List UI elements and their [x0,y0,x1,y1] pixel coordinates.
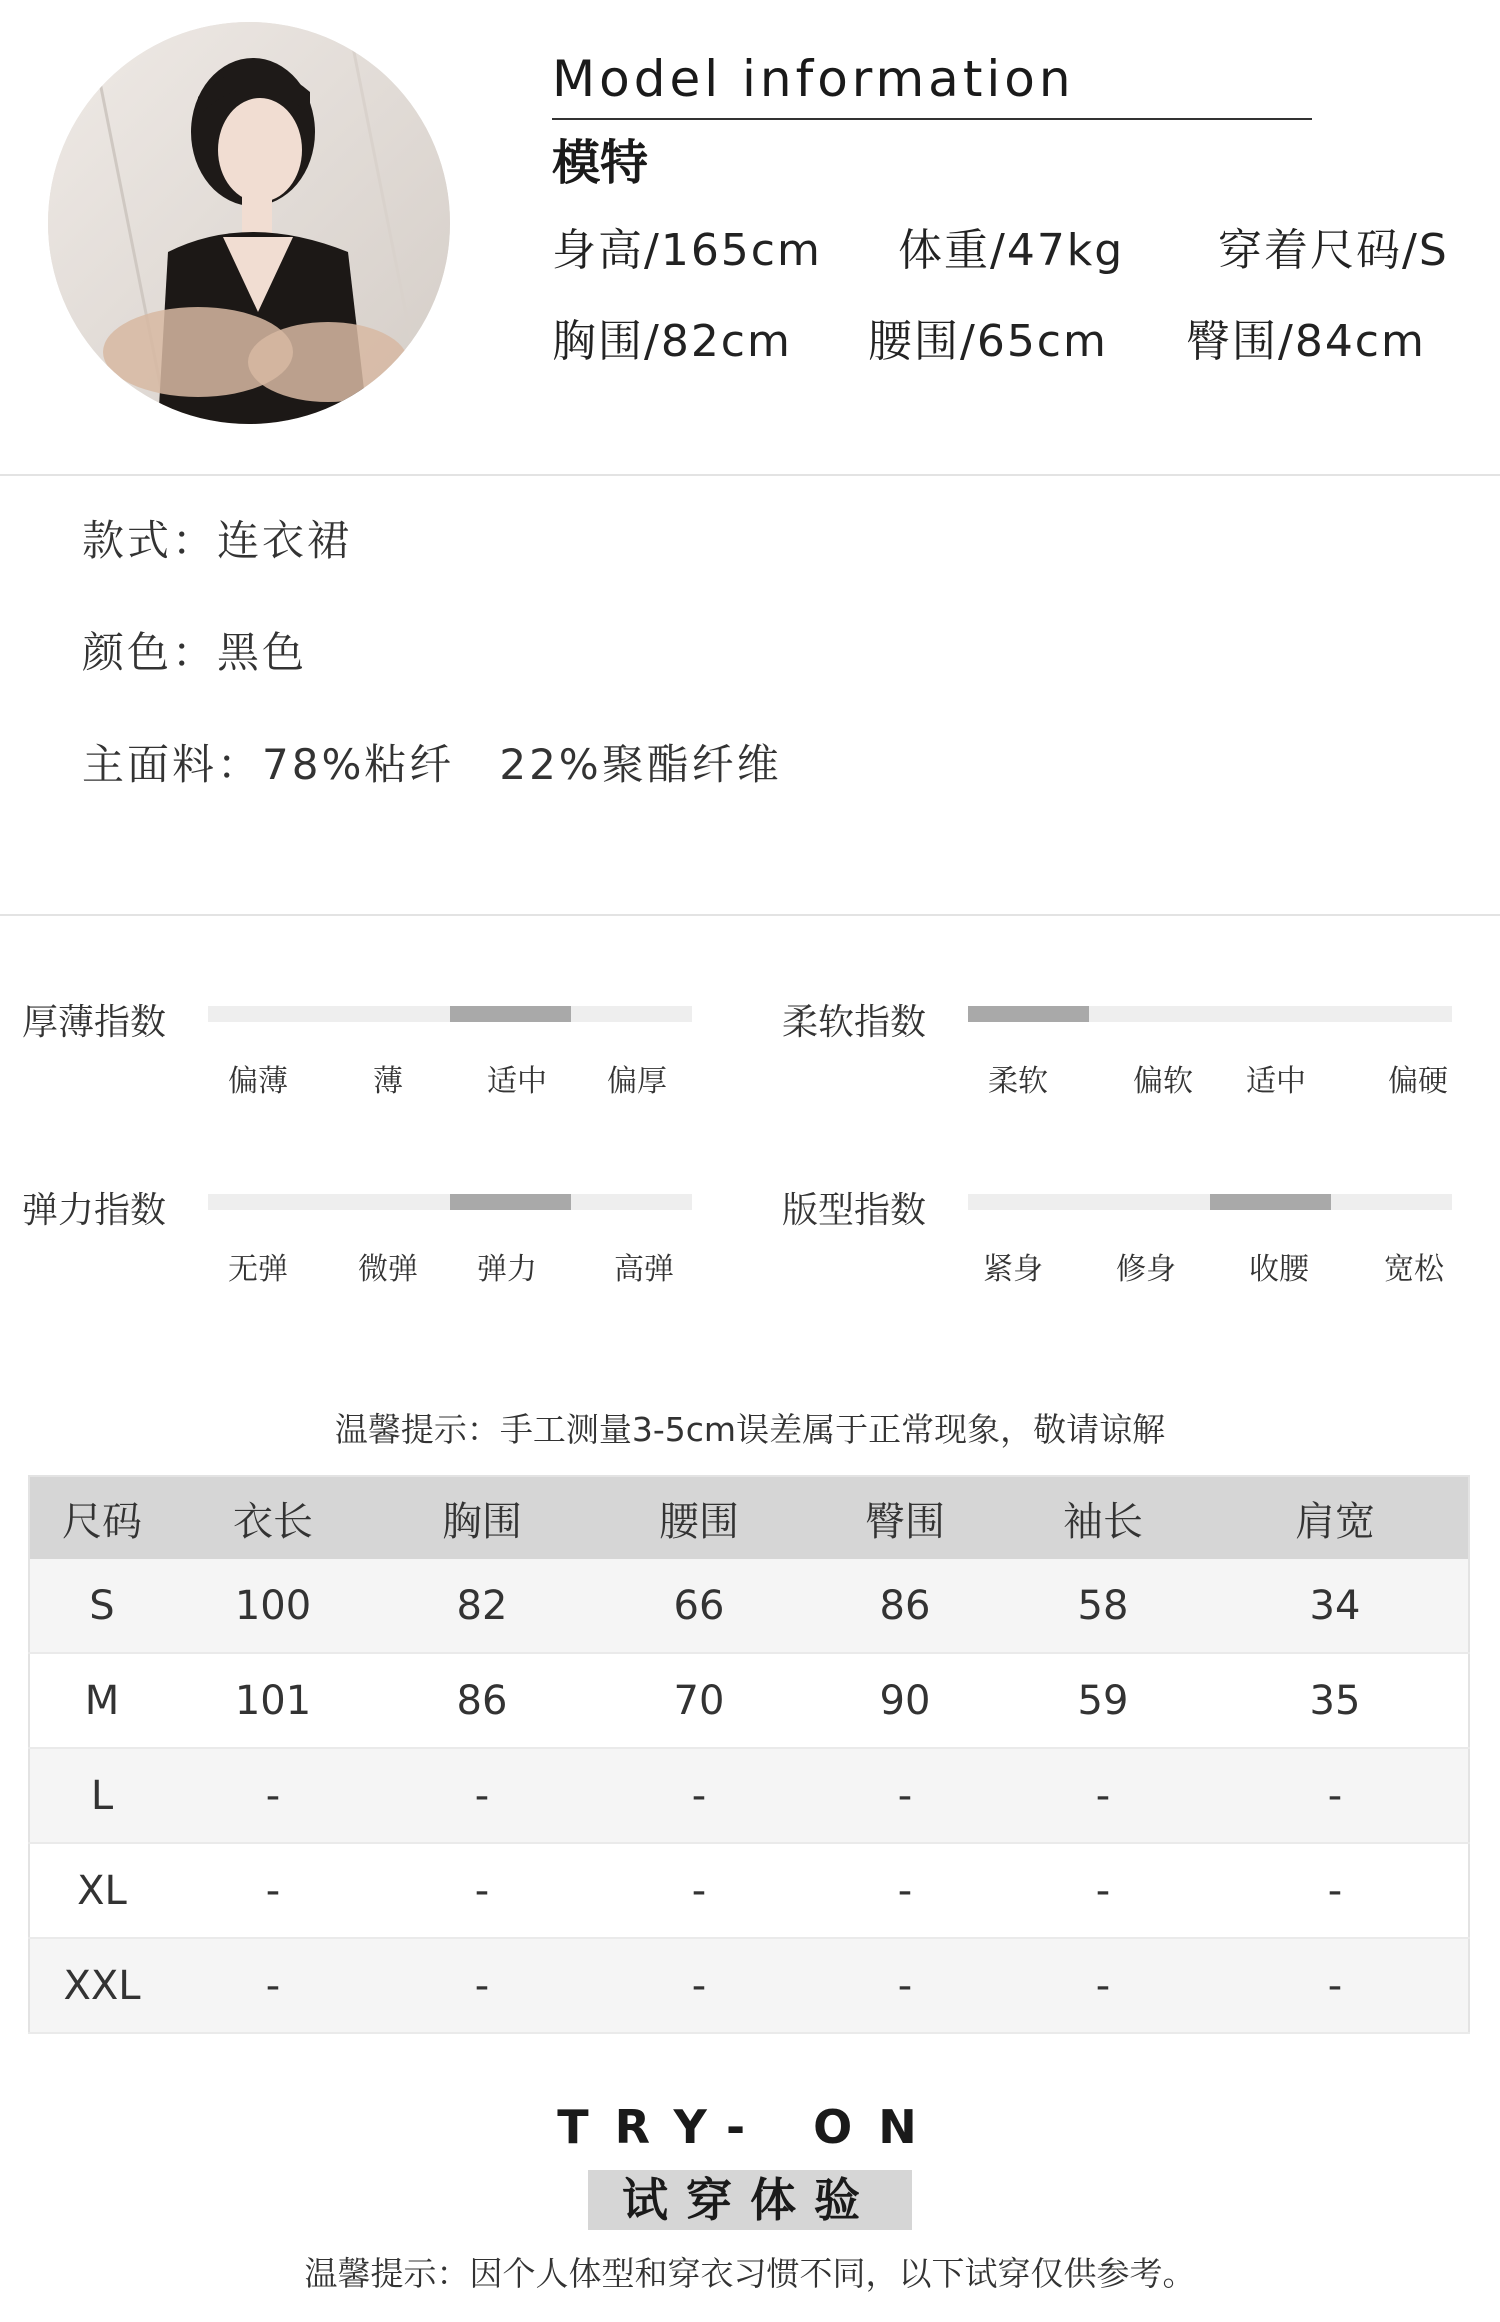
table-cell: - [1202,1938,1469,2033]
table-cell: 34 [1202,1559,1469,1653]
table-cell: - [592,1843,806,1938]
attr-fabric: 主面料：78%粘纤 22%聚酯纤维 [82,740,782,789]
table-cell: 58 [1004,1559,1202,1653]
model-info-title: Model information [552,50,1075,108]
table-row [29,1843,1469,1938]
table-cell: 86 [372,1653,592,1748]
table-row [29,1938,1469,2033]
table-cell: - [372,1843,592,1938]
attr-style: 款式：连衣裙 [82,516,353,565]
try-on-title: TRY- ON [557,2100,943,2154]
index-track-thickness [208,1006,692,1022]
index-fill-softness [968,1006,1089,1022]
table-cell: 101 [174,1653,372,1748]
model-weight: 体重/47kg [898,225,1125,276]
table-cell: 100 [174,1559,372,1653]
table-cell: - [174,1843,372,1938]
index-option: 紧身 [983,1252,1043,1287]
table-cell: - [1004,1938,1202,2033]
table-cell: 35 [1202,1653,1469,1748]
table-cell: L [29,1748,174,1843]
index-option: 偏硬 [1388,1064,1448,1099]
table-cell: - [1004,1748,1202,1843]
index-label-fit: 版型指数 [782,1190,927,1231]
index-option: 修身 [1116,1252,1176,1287]
try-on-note: 温馨提示：因个人体型和穿衣习惯不同，以下试穿仅供参考。 [304,2254,1196,2293]
table-cell: XL [29,1843,174,1938]
index-option: 柔软 [988,1064,1048,1099]
title-underline [552,118,1312,120]
table-cell: - [806,1938,1004,2033]
table-cell: 86 [806,1559,1004,1653]
table-header-cell: 衣长 [174,1476,372,1559]
table-cell: 59 [1004,1653,1202,1748]
index-fill-elasticity [450,1194,571,1210]
model-wearing-size: 穿着尺码/S [1218,225,1449,276]
index-option: 微弹 [358,1252,418,1287]
table-row [29,1653,1469,1748]
index-label-softness: 柔软指数 [782,1002,927,1043]
table-cell: - [174,1748,372,1843]
table-header-cell: 袖长 [1004,1476,1202,1559]
model-hip: 臀围/84cm [1186,316,1426,367]
table-header-cell: 胸围 [372,1476,592,1559]
try-on-subtitle: 试穿体验 [588,2170,912,2230]
index-label-thickness: 厚薄指数 [22,1002,167,1043]
table-cell: - [174,1938,372,2033]
table-cell: - [372,1938,592,2033]
index-option: 薄 [373,1064,403,1099]
table-header-row [29,1476,1469,1559]
table-header-cell: 臀围 [806,1476,1004,1559]
size-table [28,1475,1470,2034]
index-option: 高弹 [614,1252,674,1287]
index-option: 弹力 [477,1252,537,1287]
table-cell: - [592,1748,806,1843]
index-fill-thickness [450,1006,571,1022]
model-bust: 胸围/82cm [552,316,792,367]
measurement-note: 温馨提示：手工测量3-5cm误差属于正常现象，敬请谅解 [334,1410,1166,1449]
model-photo-illustration [48,22,450,424]
index-option: 宽松 [1384,1252,1444,1287]
model-waist: 腰围/65cm [868,316,1108,367]
table-cell: M [29,1653,174,1748]
table-cell: - [592,1938,806,2033]
attr-color: 颜色：黑色 [82,628,308,677]
index-option: 适中 [1246,1064,1306,1099]
section-divider [0,914,1500,916]
table-header-cell: 腰围 [592,1476,806,1559]
index-track-softness [968,1006,1452,1022]
table-row [29,1559,1469,1653]
table-cell: 70 [592,1653,806,1748]
table-cell: 82 [372,1559,592,1653]
model-photo [48,22,450,424]
index-option: 偏软 [1133,1064,1193,1099]
model-height: 身高/165cm [552,225,822,276]
table-cell: - [372,1748,592,1843]
table-header-cell: 肩宽 [1202,1476,1469,1559]
index-track-fit [968,1194,1452,1210]
table-cell: S [29,1559,174,1653]
table-cell: - [1004,1843,1202,1938]
index-option: 偏厚 [607,1064,667,1099]
table-cell: 90 [806,1653,1004,1748]
index-option: 收腰 [1249,1252,1309,1287]
table-cell: 66 [592,1559,806,1653]
index-label-elasticity: 弹力指数 [22,1190,167,1231]
table-cell: - [806,1843,1004,1938]
table-cell: - [1202,1843,1469,1938]
table-cell: XXL [29,1938,174,2033]
index-option: 适中 [487,1064,547,1099]
index-fill-fit [1210,1194,1331,1210]
section-divider [0,474,1500,476]
table-row [29,1748,1469,1843]
table-cell: - [1202,1748,1469,1843]
index-option: 无弹 [228,1252,288,1287]
index-option: 偏薄 [228,1064,288,1099]
index-track-elasticity [208,1194,692,1210]
table-header-cell: 尺码 [29,1476,174,1559]
model-info-subtitle: 模特 [552,135,649,191]
table-cell: - [806,1748,1004,1843]
